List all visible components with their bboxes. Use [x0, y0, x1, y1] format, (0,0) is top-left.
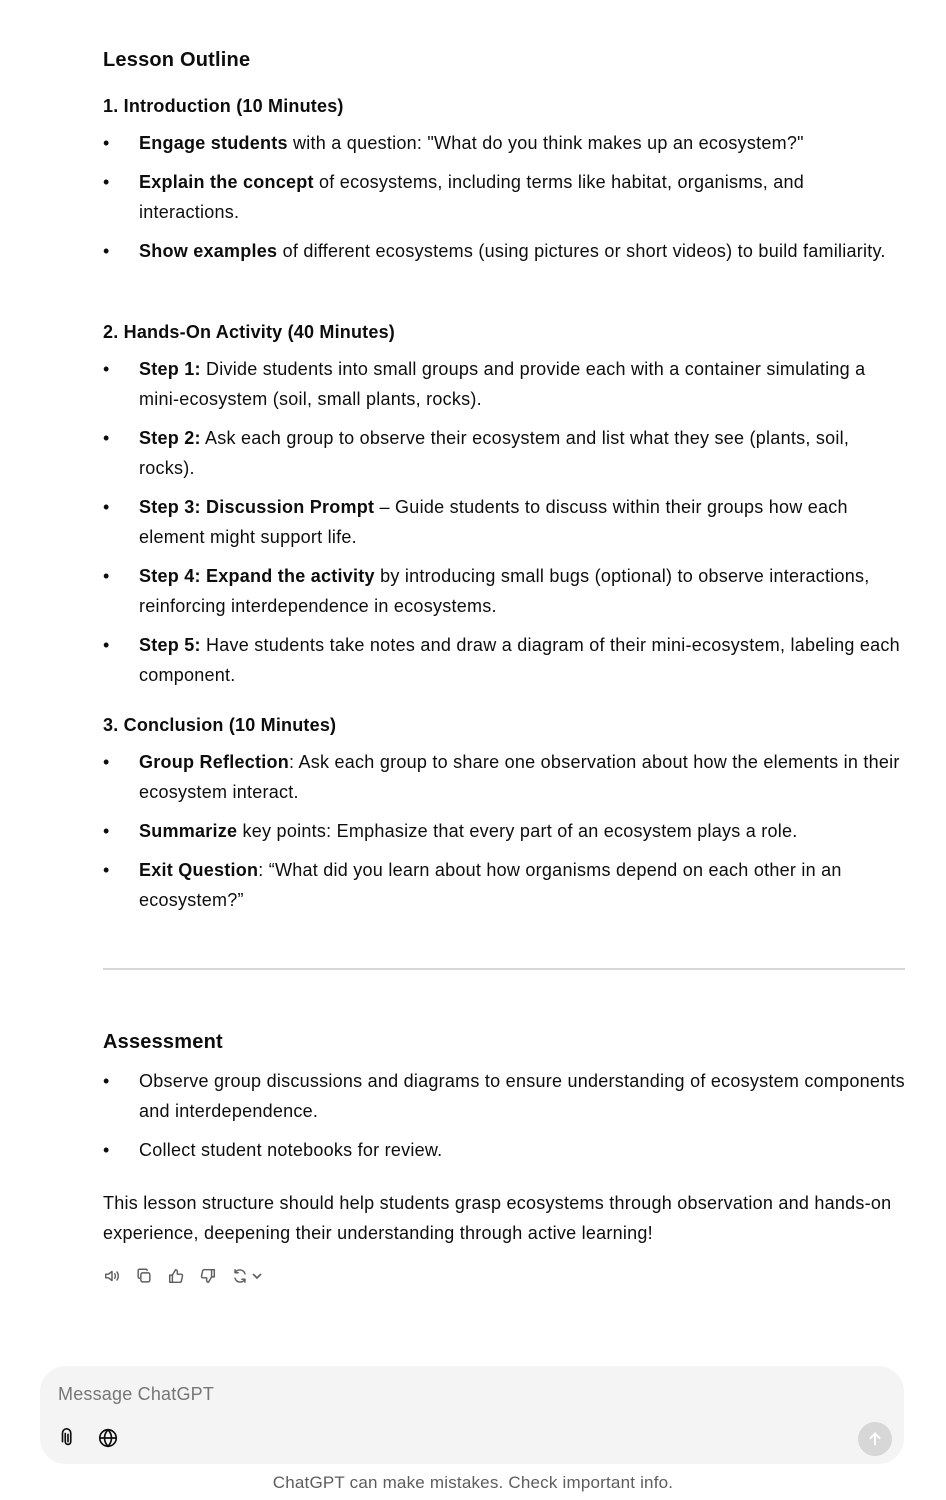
list-item: • Step 2: Ask each group to observe their ecosystem and list what they see (plants, soil, rocks). — [103, 423, 905, 483]
regenerate-button[interactable] — [231, 1267, 263, 1285]
closing-paragraph: This lesson structure should help students grasp ecosystems through observation and hands-on experience, deepening their understanding through active learning! — [103, 1193, 892, 1243]
message-composer — [40, 1366, 904, 1464]
subsection-heading: 3. Conclusion (10 Minutes) — [103, 715, 337, 735]
subsection-heading: 2. Hands-On Activity (40 Minutes) — [103, 322, 395, 342]
thumbs-down-icon[interactable] — [199, 1267, 217, 1285]
list-item: • Engage students with a question: "What do you think makes up an ecosystem?" — [103, 128, 905, 158]
bullet-list — [103, 354, 905, 690]
bullet-list — [103, 747, 905, 915]
message-input[interactable] — [58, 1380, 838, 1408]
list-item: • Step 1: Divide students into small groups and provide each with a container simulating a mini-ecosystem (soil, small plants, rocks). — [103, 354, 905, 414]
read-aloud-icon[interactable] — [103, 1267, 121, 1285]
send-button[interactable] — [858, 1422, 892, 1456]
bullet-list — [103, 128, 905, 266]
list-item: • Group Reflection: Ask each group to share one observation about how the elements in their ecosystem interact. — [103, 747, 905, 807]
list-item: • Show examples of different ecosystems (using pictures or short videos) to build familiarity. — [103, 236, 905, 266]
list-item: • Summarize key points: Emphasize that every part of an ecosystem plays a role. — [103, 816, 905, 846]
list-item: • Step 5: Have students take notes and draw a diagram of their mini-ecosystem, labeling each component. — [103, 630, 905, 690]
thumbs-up-icon[interactable] — [167, 1267, 185, 1285]
list-item: • Step 3: Discussion Prompt – Guide students to discuss within their groups how each element might support life. — [103, 492, 905, 552]
horizontal-divider — [103, 968, 905, 970]
list-item: • Observe group discussions and diagrams to ensure understanding of ecosystem components and interdependence. — [103, 1066, 905, 1126]
send-arrow-icon — [866, 1430, 884, 1448]
list-item: • Exit Question: “What did you learn about how organisms depend on each other in an ecosystem?” — [103, 855, 905, 915]
section-heading-lesson-outline: Lesson Outline — [103, 49, 251, 71]
regenerate-icon[interactable] — [231, 1267, 249, 1285]
paperclip-icon[interactable] — [56, 1426, 80, 1450]
section-heading-assessment: Assessment — [103, 1031, 223, 1053]
copy-icon[interactable] — [135, 1267, 153, 1285]
bullet-list — [103, 1066, 905, 1165]
globe-icon[interactable] — [96, 1426, 120, 1450]
disclaimer-text: ChatGPT can make mistakes. Check important info. — [272, 1473, 674, 1492]
subsection-heading: 1. Introduction (10 Minutes) — [103, 96, 344, 116]
list-item: • Step 4: Expand the activity by introducing small bugs (optional) to observe interactions, reinforcing interdependence in ecosystems. — [103, 561, 905, 621]
list-item: • Collect student notebooks for review. — [103, 1135, 905, 1165]
chevron-down-icon[interactable] — [251, 1267, 263, 1285]
message-actions — [103, 1267, 263, 1285]
list-item: • Explain the concept of ecosystems, including terms like habitat, organisms, and interactions. — [103, 167, 905, 227]
